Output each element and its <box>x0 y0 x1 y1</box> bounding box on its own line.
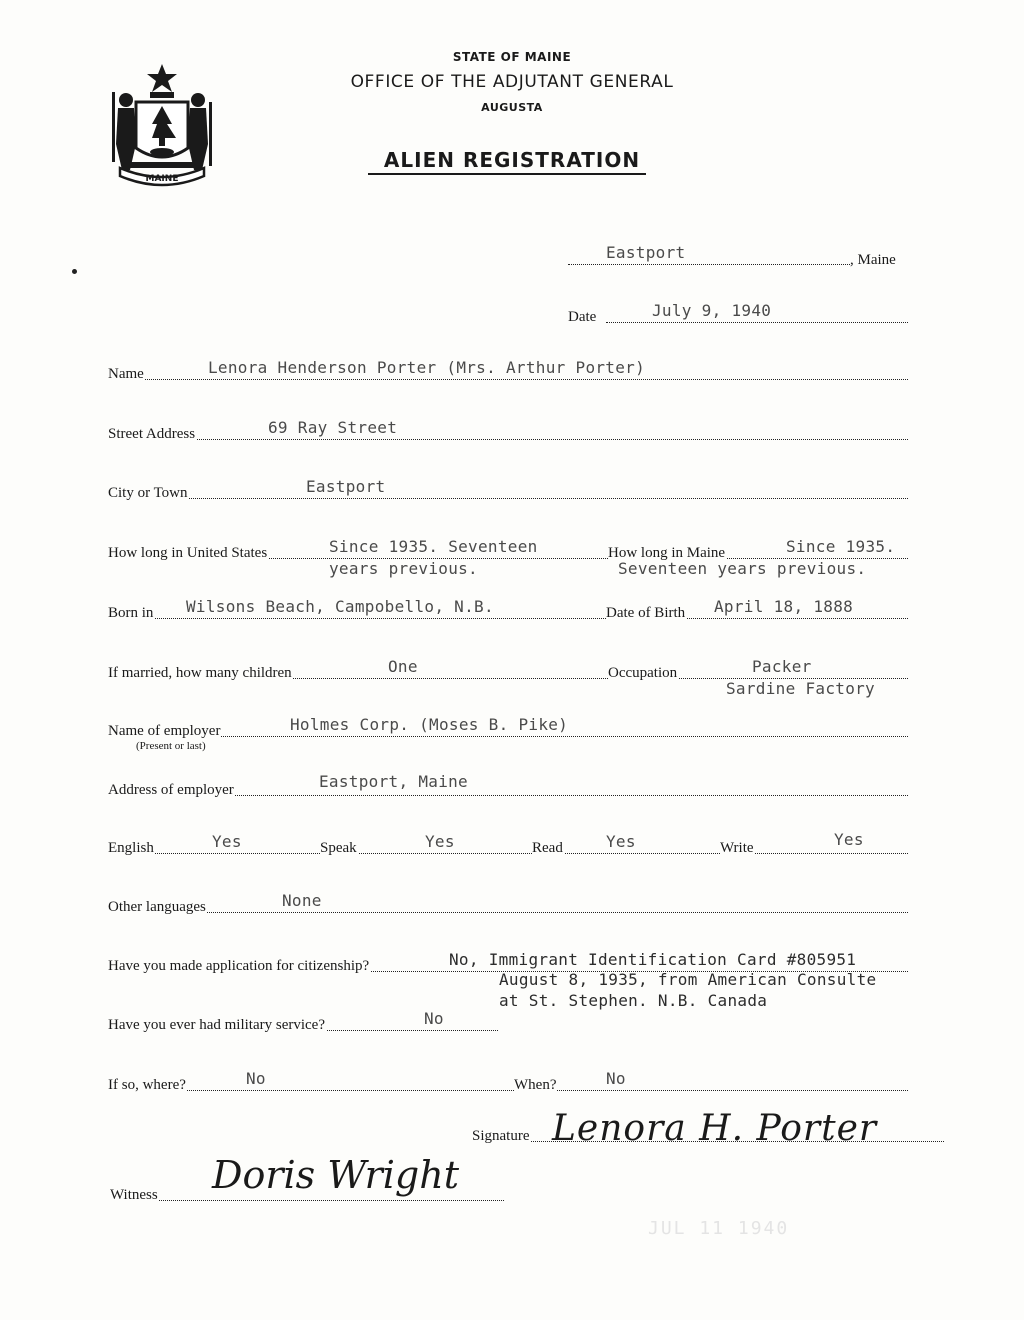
citizenship-value-1: No, Immigrant Identification Card #805951 <box>449 950 857 969</box>
when-value: No <box>606 1069 626 1088</box>
how-long-maine-value-1: Since 1935. <box>786 537 896 556</box>
place-suffix: , Maine <box>850 252 896 268</box>
seal-banner-text: MAINE <box>145 174 179 184</box>
employer-value: Holmes Corp. (Moses B. Pike) <box>290 715 569 734</box>
born-line <box>108 618 908 619</box>
english-value: Yes <box>212 832 242 851</box>
occupation-value-1: Packer <box>752 657 812 676</box>
other-languages-line <box>108 912 908 913</box>
read-value: Yes <box>606 832 636 851</box>
signature-label: Signature <box>472 1128 530 1144</box>
employer-line <box>108 736 908 737</box>
how-long-us-label: How long in United States <box>108 545 268 561</box>
where-when-line <box>108 1090 908 1091</box>
write-label: Write <box>720 840 754 856</box>
street-value: 69 Ray Street <box>268 418 398 437</box>
citizenship-value-2: August 8, 1935, from American Consulte <box>499 970 877 989</box>
witness-value: Doris Wright <box>212 1153 459 1197</box>
dob-value: April 18, 1888 <box>714 597 854 616</box>
where-label: If so, where? <box>108 1077 186 1093</box>
margin-dot <box>72 269 77 274</box>
employer-address-label: Address of employer <box>108 782 234 798</box>
date-line <box>606 322 908 323</box>
city-value: Eastport <box>306 477 386 496</box>
speak-value: Yes <box>425 832 455 851</box>
other-languages-value: None <box>282 891 322 910</box>
citizenship-label: Have you made application for citizenship? <box>108 958 370 974</box>
place-line <box>568 264 850 265</box>
english-label: English <box>108 840 154 856</box>
how-long-us-value-1: Since 1935. Seventeen <box>329 537 538 556</box>
header-office: OFFICE OF THE ADJUTANT GENERAL <box>350 72 674 92</box>
header-state: STATE OF MAINE <box>452 50 572 64</box>
language-line <box>108 853 908 854</box>
speak-label: Speak <box>320 840 357 856</box>
other-languages-label: Other languages <box>108 899 206 915</box>
occupation-value-2: Sardine Factory <box>726 679 875 698</box>
city-line <box>108 498 908 499</box>
where-value: No <box>246 1069 266 1088</box>
citizenship-value-3: at St. Stephen. N.B. Canada <box>499 991 768 1010</box>
city-label: City or Town <box>108 485 188 501</box>
witness-handwriting <box>210 1138 510 1218</box>
place-town-value: Eastport <box>606 243 686 262</box>
name-line <box>108 379 908 380</box>
when-label: When? <box>514 1077 557 1093</box>
signature-value: Lenora H. Porter <box>552 1108 878 1149</box>
occupation-label: Occupation <box>608 665 678 681</box>
form-title: ALIEN REGISTRATION <box>383 148 641 172</box>
street-line <box>108 439 908 440</box>
born-in-label: Born in <box>108 605 154 621</box>
signature-handwriting <box>550 1096 970 1156</box>
born-in-value: Wilsons Beach, Campobello, N.B. <box>186 597 494 616</box>
received-stamp: JUL 11 1940 <box>648 1218 790 1239</box>
military-label: Have you ever had military service? <box>108 1017 325 1033</box>
title-underline <box>368 173 646 175</box>
name-label: Name <box>108 366 144 382</box>
header-city: AUGUSTA <box>481 101 543 114</box>
read-label: Read <box>532 840 563 856</box>
dob-label: Date of Birth <box>606 605 686 621</box>
children-value: One <box>388 657 418 676</box>
witness-label: Witness <box>110 1187 158 1203</box>
name-value: Lenora Henderson Porter (Mrs. Arthur Porter) <box>208 358 646 377</box>
children-label: If married, how many children <box>108 665 292 681</box>
how-long-maine-label: How long in Maine <box>608 545 726 561</box>
date-value: July 9, 1940 <box>652 301 772 320</box>
military-value: No <box>424 1009 444 1028</box>
street-label: Street Address <box>108 426 196 442</box>
employer-address-value: Eastport, Maine <box>319 772 468 791</box>
how-long-us-value-2: years previous. <box>329 559 478 578</box>
employer-sublabel: (Present or last) <box>136 740 206 752</box>
date-label: Date <box>568 309 597 325</box>
employer-label: Name of employer <box>108 723 221 739</box>
how-long-maine-value-2: Seventeen years previous. <box>618 559 867 578</box>
write-value: Yes <box>834 830 864 849</box>
